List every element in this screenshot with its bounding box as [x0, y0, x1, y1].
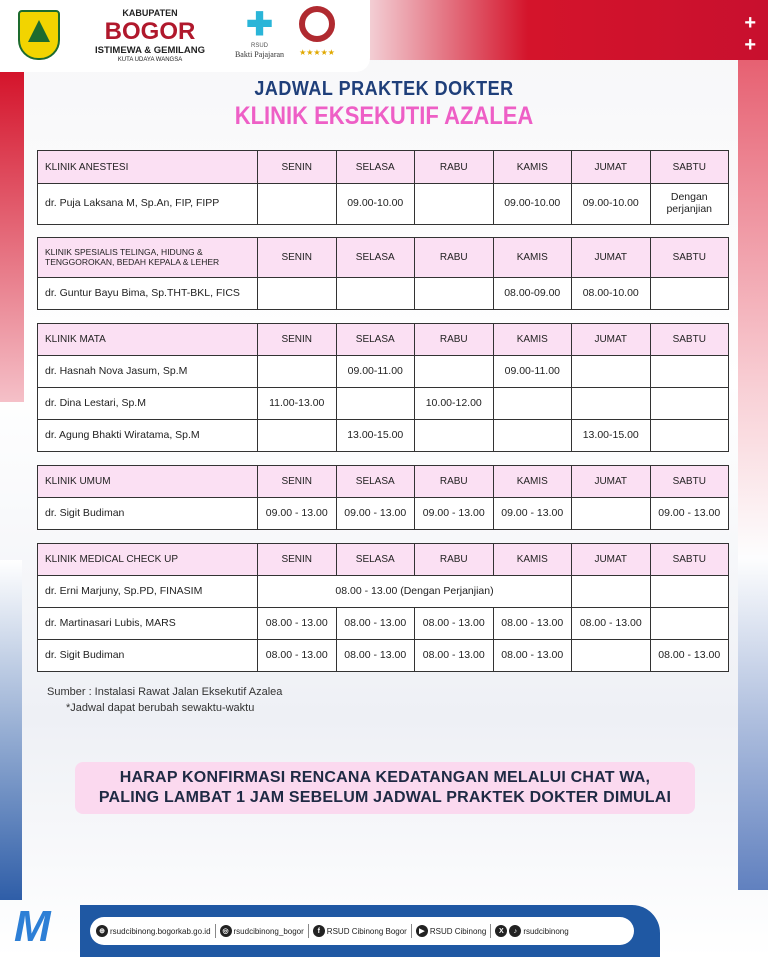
- schedule-cell: [493, 420, 572, 452]
- table-header: [38, 544, 729, 576]
- schedule-cell: 08.00 - 13.00: [493, 640, 572, 672]
- schedule-cell: 08.00 - 13.00: [258, 640, 337, 672]
- clinic-name: KLINIK SPESIALIS TELINGA, HIDUNG & TENGGOROKAN, BEDAH KEPALA & LEHER: [38, 238, 258, 278]
- table-row: [38, 356, 729, 388]
- confirmation-banner: [75, 762, 695, 814]
- schedule-cell: 08.00 - 13.00: [336, 640, 415, 672]
- decor-right: [738, 60, 768, 890]
- schedule-cell: 08.00 - 13.00: [258, 608, 337, 640]
- facebook-icon: f: [313, 925, 325, 937]
- day-header: SELASA: [336, 544, 415, 576]
- tagline-text: ISTIMEWA & GEMILANG: [95, 45, 205, 56]
- schedule-cell: 08.00 - 13.00: [336, 608, 415, 640]
- table-row: [38, 278, 729, 310]
- stars: ★★★★★: [299, 48, 335, 57]
- day-header: SABTU: [650, 544, 729, 576]
- schedule-cell: [415, 420, 494, 452]
- schedule-cell: 13.00-15.00: [572, 420, 651, 452]
- day-header: RABU: [415, 544, 494, 576]
- schedule-cell: 08.00 - 13.00: [650, 640, 729, 672]
- logo-bar: [0, 0, 370, 72]
- clinic-name: KLINIK ANESTESI: [38, 151, 258, 184]
- schedule-cell: [572, 498, 651, 530]
- schedule-cell: [258, 356, 337, 388]
- day-header: KAMIS: [493, 324, 572, 356]
- bogor-crest-logo: [18, 10, 60, 60]
- source-note: Sumber : Instalasi Rawat Jalan Eksekutif Azalea: [47, 686, 283, 698]
- schedule-cell: 09.00-10.00: [572, 184, 651, 225]
- motto-text: KUTA UDAYA WANGSA: [117, 57, 183, 63]
- youtube-icon: ▶: [416, 925, 428, 937]
- schedule-cell: [258, 184, 337, 225]
- schedule-cell: 13.00-15.00: [336, 420, 415, 452]
- schedule-cell: Dengan perjanjian: [650, 184, 729, 225]
- facebook-link[interactable]: RSUD Cibinong Bogor: [326, 926, 407, 936]
- social-links: [90, 917, 634, 945]
- schedule-cell: [336, 388, 415, 420]
- rsud-text: RSUD: [250, 43, 268, 49]
- instagram-link[interactable]: rsudcibinong_bogor: [233, 926, 304, 936]
- table-row: [38, 576, 729, 608]
- day-header: KAMIS: [493, 151, 572, 184]
- merged-schedule: 08.00 - 13.00 (Dengan Perjanjian): [258, 576, 572, 608]
- decor-blue-left: [0, 560, 22, 900]
- schedule-cell: [650, 356, 729, 388]
- schedule-cell: [572, 388, 651, 420]
- table-row: [38, 640, 729, 672]
- rsud-cross-logo: ✚: [246, 6, 273, 42]
- schedule-cell: [258, 420, 337, 452]
- schedule-table: [37, 465, 729, 530]
- schedule-cell: [258, 278, 337, 310]
- clinic-name: KLINIK MATA: [38, 324, 258, 356]
- doctor-name: dr. Erni Marjuny, Sp.PD, FINASIM: [38, 576, 258, 608]
- schedule-cell: [650, 608, 729, 640]
- schedule-cell: 09.00-10.00: [493, 184, 572, 225]
- schedule-cell: [493, 388, 572, 420]
- day-header: RABU: [415, 466, 494, 498]
- clinic-name: KLINIK UMUM: [38, 466, 258, 498]
- plus-icon: +: [744, 34, 756, 56]
- clinic-name: KLINIK MEDICAL CHECK UP: [38, 544, 258, 576]
- table-row: [38, 388, 729, 420]
- schedule-table: [37, 150, 729, 225]
- day-header: RABU: [415, 238, 494, 278]
- banner-line-1: HARAP KONFIRMASI RENCANA KEDATANGAN MELALUI CHAT WA,: [119, 769, 651, 786]
- schedule-cell: 08.00 - 13.00: [415, 608, 494, 640]
- doctor-name: dr. Dina Lestari, Sp.M: [38, 388, 258, 420]
- x-icon: X: [495, 925, 507, 937]
- quality-logo: [299, 6, 335, 42]
- schedule-table: [37, 323, 729, 452]
- plus-icon: +: [744, 12, 756, 34]
- schedule-table: [37, 543, 729, 672]
- table-row: [38, 608, 729, 640]
- banner-line-2: PALING LAMBAT 1 JAM SEBELUM JADWAL PRAKTEK DOKTER DIMULAI: [98, 789, 672, 806]
- doctor-name: dr. Martinasari Lubis, MARS: [38, 608, 258, 640]
- instagram-icon: ◎: [220, 925, 232, 937]
- footer-bar: [80, 905, 660, 957]
- youtube-link[interactable]: RSUD Cibinong: [429, 926, 487, 936]
- schedule-cell: [650, 278, 729, 310]
- day-header: KAMIS: [493, 466, 572, 498]
- table-row: [38, 498, 729, 530]
- day-header: SELASA: [336, 324, 415, 356]
- decor-red-top: [368, 0, 768, 60]
- schedule-cell: 09.00 - 13.00: [650, 498, 729, 530]
- schedule-cell: [336, 278, 415, 310]
- day-header: JUMAT: [572, 238, 651, 278]
- day-header: SENIN: [258, 238, 337, 278]
- page-subtitle: KLINIK EKSEKUTIF AZALEA: [234, 101, 534, 130]
- schedule-cell: 08.00-10.00: [572, 278, 651, 310]
- schedule-cell: 10.00-12.00: [415, 388, 494, 420]
- schedule-cell: [650, 576, 729, 608]
- schedule-cell: [572, 576, 651, 608]
- day-header: SENIN: [258, 324, 337, 356]
- schedule-cell: 09.00-10.00: [336, 184, 415, 225]
- schedule-cell: [572, 356, 651, 388]
- day-header: RABU: [415, 151, 494, 184]
- day-header: RABU: [415, 324, 494, 356]
- doctor-name: dr. Puja Laksana M, Sp.An, FIP, FIPP: [38, 184, 258, 225]
- schedule-cell: 09.00 - 13.00: [493, 498, 572, 530]
- day-header: KAMIS: [493, 544, 572, 576]
- day-header: JUMAT: [572, 466, 651, 498]
- kabupaten-text: KABUPATEN: [122, 8, 178, 18]
- day-header: JUMAT: [572, 324, 651, 356]
- schedule-cell: 08.00-09.00: [493, 278, 572, 310]
- schedule-cell: [415, 184, 494, 225]
- website-link[interactable]: rsudcibinong.bogorkab.go.id: [110, 926, 211, 936]
- table-header: [38, 324, 729, 356]
- day-header: SELASA: [336, 466, 415, 498]
- day-header: JUMAT: [572, 544, 651, 576]
- day-header: SABTU: [650, 324, 729, 356]
- schedule-table: [37, 237, 729, 310]
- day-header: KAMIS: [493, 238, 572, 278]
- day-header: SABTU: [650, 238, 729, 278]
- schedule-cell: 08.00 - 13.00: [493, 608, 572, 640]
- schedule-cell: 11.00-13.00: [258, 388, 337, 420]
- doctor-name: dr. Agung Bhakti Wiratama, Sp.M: [38, 420, 258, 452]
- schedule-cell: 09.00 - 13.00: [336, 498, 415, 530]
- day-header: SELASA: [336, 151, 415, 184]
- schedule-cell: [572, 640, 651, 672]
- schedule-cell: [650, 420, 729, 452]
- tiktok-link[interactable]: rsudcibinong: [523, 926, 569, 936]
- schedule-cell: 09.00 - 13.00: [258, 498, 337, 530]
- day-header: SENIN: [258, 466, 337, 498]
- schedule-cell: 09.00-11.00: [493, 356, 572, 388]
- globe-icon: ⊕: [96, 925, 108, 937]
- day-header: SELASA: [336, 238, 415, 278]
- disclaimer-note: *Jadwal dapat berubah sewaktu-waktu: [66, 702, 255, 714]
- table-header: [38, 151, 729, 184]
- page-title: JADWAL PRAKTEK DOKTER: [254, 76, 514, 100]
- bakti-text: Bakti Pajajaran: [234, 50, 285, 59]
- day-header: JUMAT: [572, 151, 651, 184]
- doctor-name: dr. Hasnah Nova Jasum, Sp.M: [38, 356, 258, 388]
- day-header: SENIN: [258, 151, 337, 184]
- schedule-cell: 08.00 - 13.00: [572, 608, 651, 640]
- schedule-cell: [415, 278, 494, 310]
- table-header: [38, 466, 729, 498]
- schedule-cell: [415, 356, 494, 388]
- schedule-cell: 08.00 - 13.00: [415, 640, 494, 672]
- tiktok-icon: ♪: [509, 925, 521, 937]
- day-header: SABTU: [650, 466, 729, 498]
- doctor-name: dr. Sigit Budiman: [38, 640, 258, 672]
- table-row: [38, 184, 729, 225]
- day-header: SENIN: [258, 544, 337, 576]
- day-header: SABTU: [650, 151, 729, 184]
- doctor-name: dr. Guntur Bayu Bima, Sp.THT-BKL, FICS: [38, 278, 258, 310]
- schedule-cell: 09.00 - 13.00: [415, 498, 494, 530]
- table-row: [38, 420, 729, 452]
- m-logo: M: [14, 902, 51, 951]
- schedule-cell: 09.00-11.00: [336, 356, 415, 388]
- doctor-name: dr. Sigit Budiman: [38, 498, 258, 530]
- bogor-text: BOGOR: [104, 18, 196, 45]
- table-header: [38, 238, 729, 278]
- schedule-cell: [650, 388, 729, 420]
